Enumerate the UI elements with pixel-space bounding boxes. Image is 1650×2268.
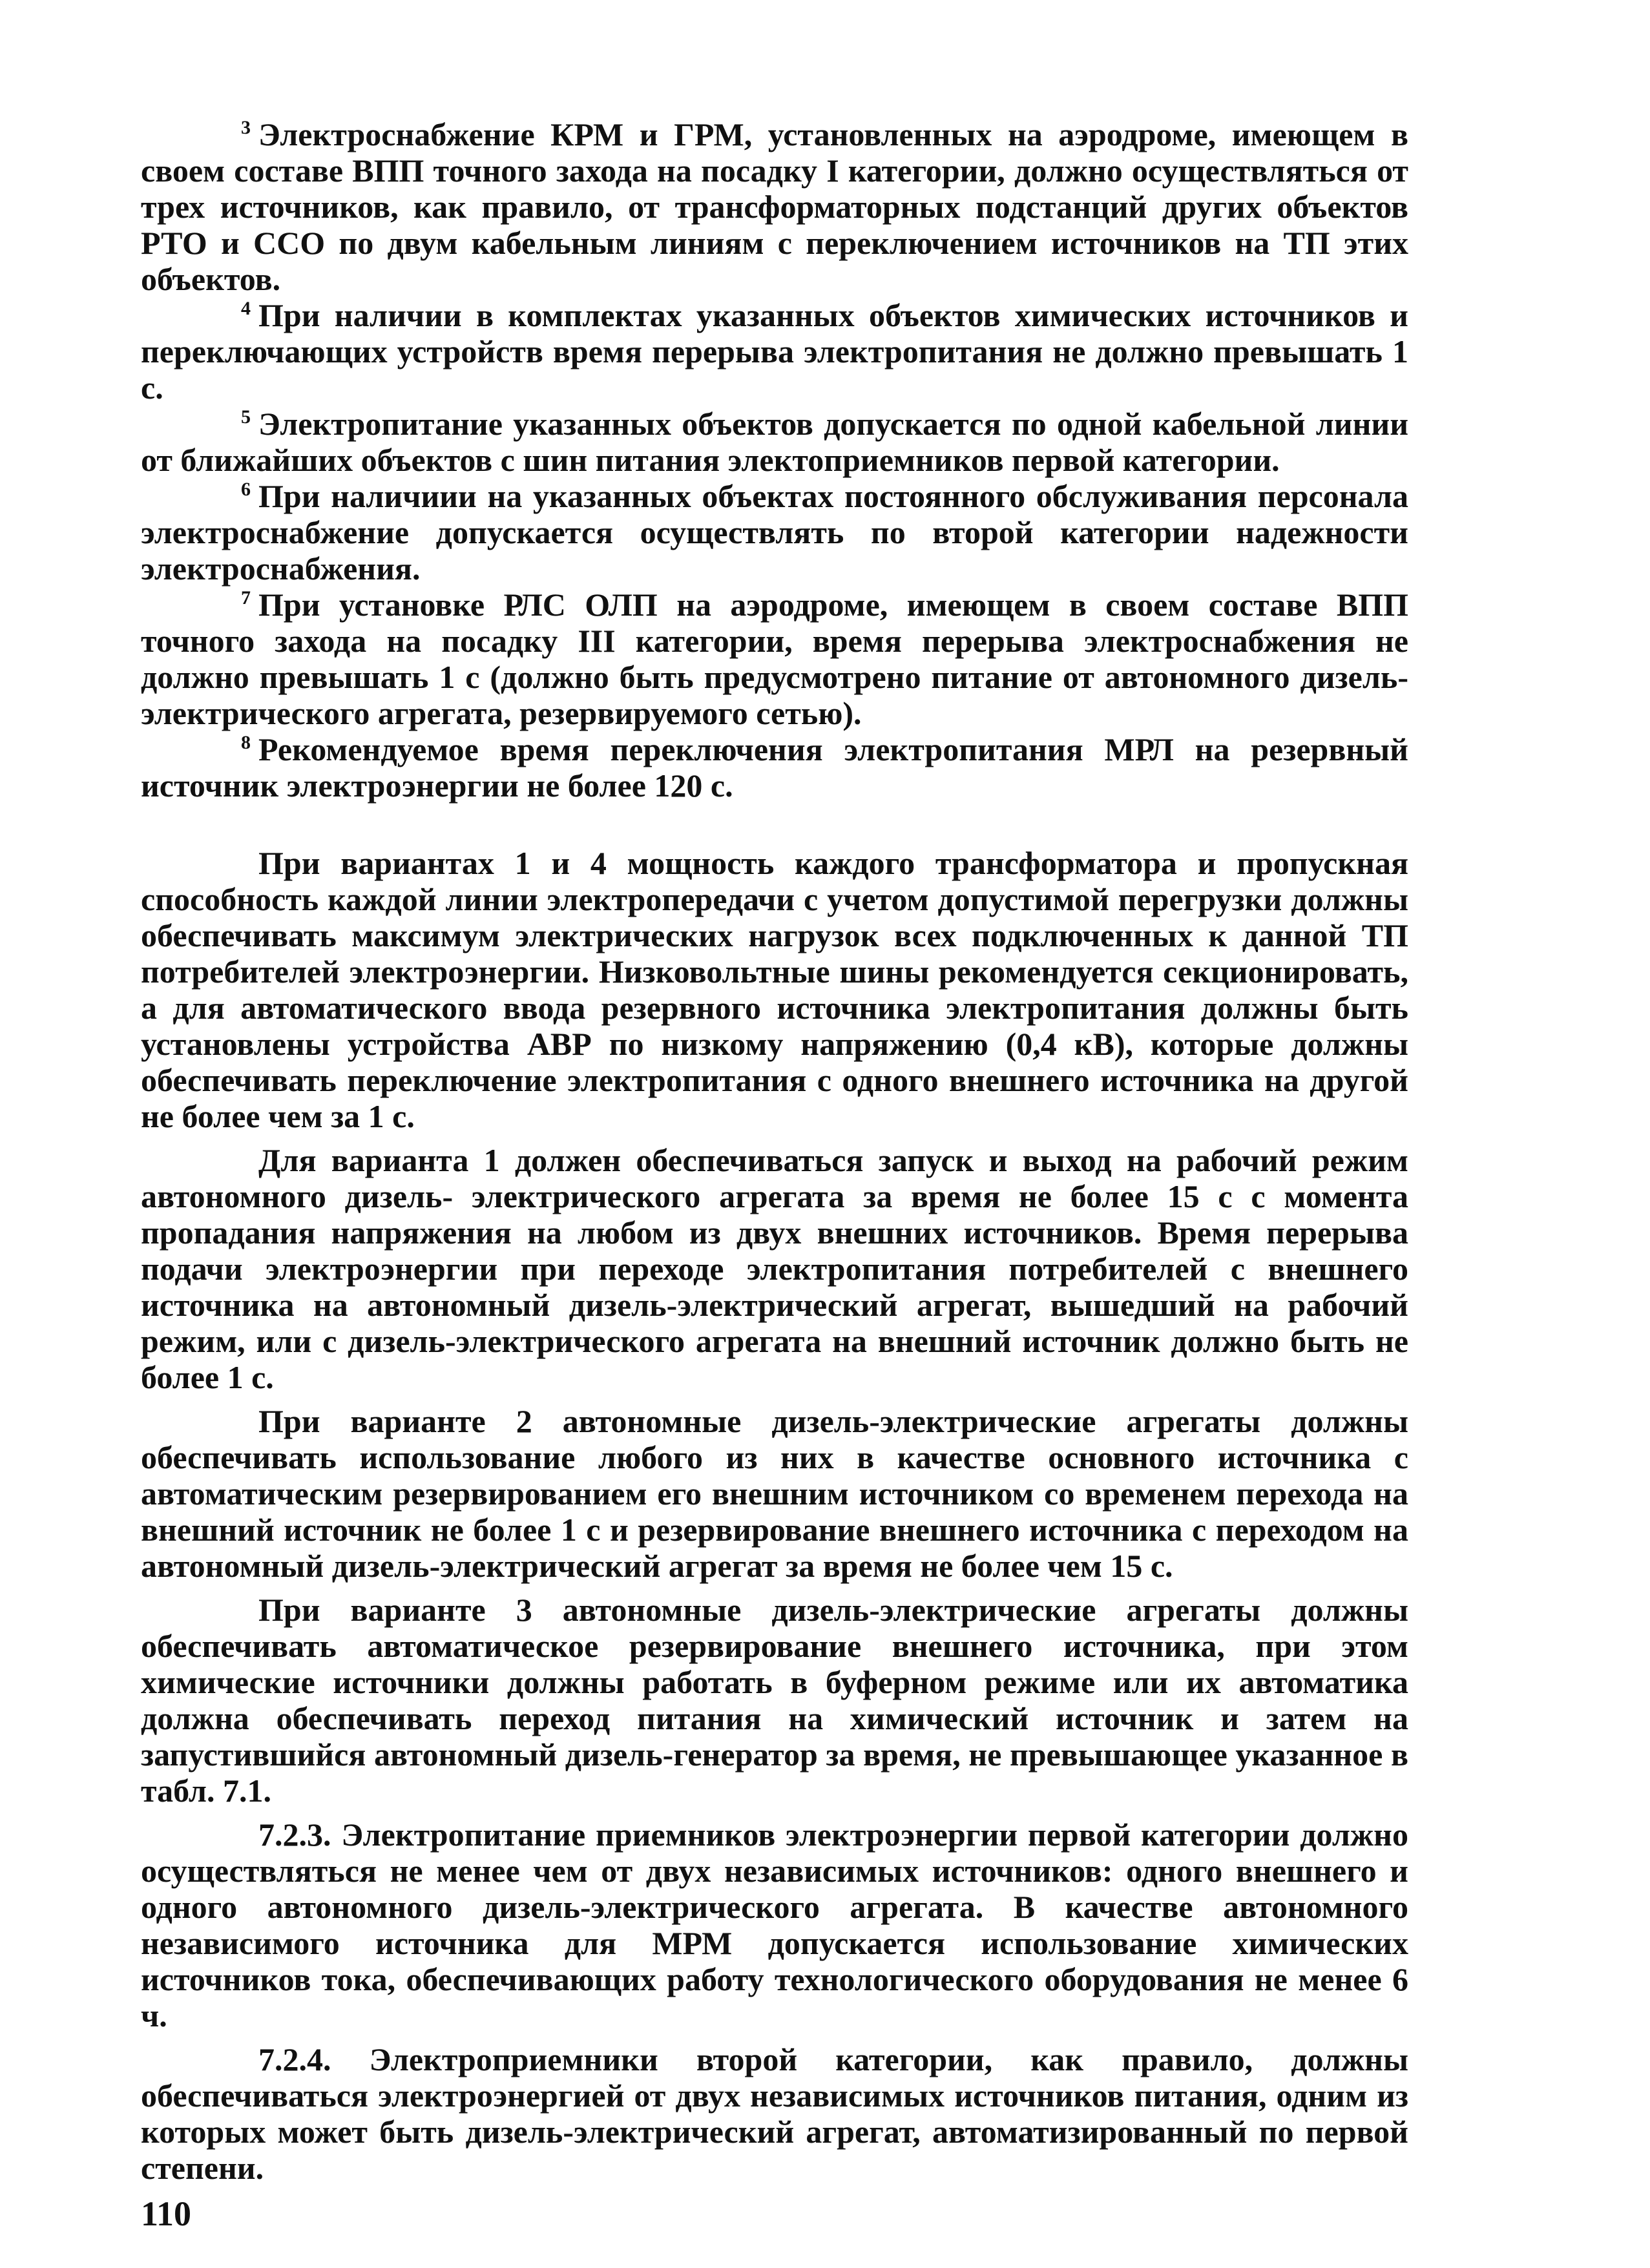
paragraph-variant-3: При варианте 3 автономные дизель-электрические агрегаты должны обеспечивать автоматическое резервирование внешнего источника, при этом химические источники должны работать в буферном режиме или их автоматика должна обеспечивать переход питания на химический источник и затем на запустившийся автономный дизель-генератор за время, не превышающее указанное в табл. 7.1. — [141, 1592, 1408, 1809]
document-page — [141, 116, 1408, 2234]
paragraph-variant-1: Для варианта 1 должен обеспечиваться запуск и выход на рабочий режим автономного дизель- электрического агрегата за время не более 15 с с момента пропадания напряжения на любом из двух внешних источников. Время перерыва подачи электроэнергии при переходе электропитания потребителей с внешнего источника на автономный дизель-электрический агрегат, вышедший на рабочий режим, или с дизель-электрического агрегата на внешний источник должно быть не более 1 с. — [141, 1142, 1408, 1395]
footnote-mark: 6 — [241, 479, 251, 500]
footnote-text: При установке РЛС ОЛП на аэродроме, имеющем в своем составе ВПП точного захода на посадку III категории, время перерыва электроснабжения не должно превышать 1 с (должно быть предусмотрено питание от автономного дизель-электрического агрегата, резервируемого сетью). — [141, 587, 1408, 731]
paragraph-variant-2: При варианте 2 автономные дизель-электрические агрегаты должны обеспечивать использование любого из них в качестве основного источника с автоматическим резервированием его внешним источником со временем перехода на внешний источник не более 1 с и резервирование внешнего источника с переходом на автономный дизель-электрический агрегат за время не более чем 15 с. — [141, 1403, 1408, 1584]
footnote-3 — [141, 116, 1408, 297]
footnote-mark: 8 — [241, 732, 251, 753]
page-number: 110 — [141, 2194, 192, 2233]
body-text — [141, 845, 1408, 2186]
footnote-mark: 3 — [241, 117, 251, 138]
footnote-7 — [141, 587, 1408, 731]
footnote-mark: 4 — [241, 298, 251, 319]
footnote-5 — [141, 406, 1408, 478]
footnote-text: При наличии в комплектах указанных объектов химических источников и переключающих устройств время перерыва электропитания не должно превышать 1 с. — [141, 297, 1408, 406]
footnote-mark: 5 — [241, 406, 251, 428]
footnotes-block — [141, 116, 1408, 804]
footnote-text: При наличиии на указанных объектах постоянного обслуживания персонала электроснабжение допускается осуществлять по второй категории надежности электроснабжения. — [141, 478, 1408, 587]
paragraph-variants-1-4: При вариантах 1 и 4 мощность каждого трансформатора и пропускная способность каждой линии электропередачи с учетом допустимой перегрузки должны обеспечивать максимум электрических нагрузок всех подключенных к данной ТП потребителей электроэнергии. Низковольтные шины рекомендуется секционировать, а для автоматического ввода резервного источника электропитания должны быть установлены устройства АВР по низкому напряжению (0,4 кВ), которые должны обеспечивать переключение электропитания с одного внешнего источника на другой не более чем за 1 с. — [141, 845, 1408, 1134]
footnote-6 — [141, 478, 1408, 587]
footnote-4 — [141, 297, 1408, 406]
paragraph-7-2-4: 7.2.4. Электроприемники второй категории, как правило, должны обеспечиваться электроэнергией от двух независимых источников питания, одним из которых может быть дизель-электрический агрегат, автоматизированный по первой степени. — [141, 2041, 1408, 2186]
footnote-8 — [141, 731, 1408, 804]
footnote-text: Электропитание указанных объектов допускается по одной кабельной линии от ближайших объектов с шин питания электоприемников первой категории. — [141, 406, 1408, 478]
footnote-text: Рекомендуемое время переключения электропитания МРЛ на резервный источник электроэнергии не более 120 с. — [141, 731, 1408, 804]
footnote-text: Электроснабжение КРМ и ГРМ, установленных на аэродроме, имеющем в своем составе ВПП точного захода на посадку I категории, должно осуществляться от трех источников, как правило, от трансформаторных подстанций других объектов РТО и ССО по двум кабельным линиям с переключением источников на ТП этих объектов. — [141, 116, 1408, 297]
footnote-mark: 7 — [241, 587, 251, 609]
paragraph-7-2-3: 7.2.3. Электропитание приемников электроэнергии первой категории должно осуществляться не менее чем от двух независимых источников: одного внешнего и одного автономного дизель-электрического агрегата. В качестве автономного независимого источника для МРМ допускается использование химических источников тока, обеспечивающих работу технологического оборудования не менее 6 ч. — [141, 1816, 1408, 2034]
